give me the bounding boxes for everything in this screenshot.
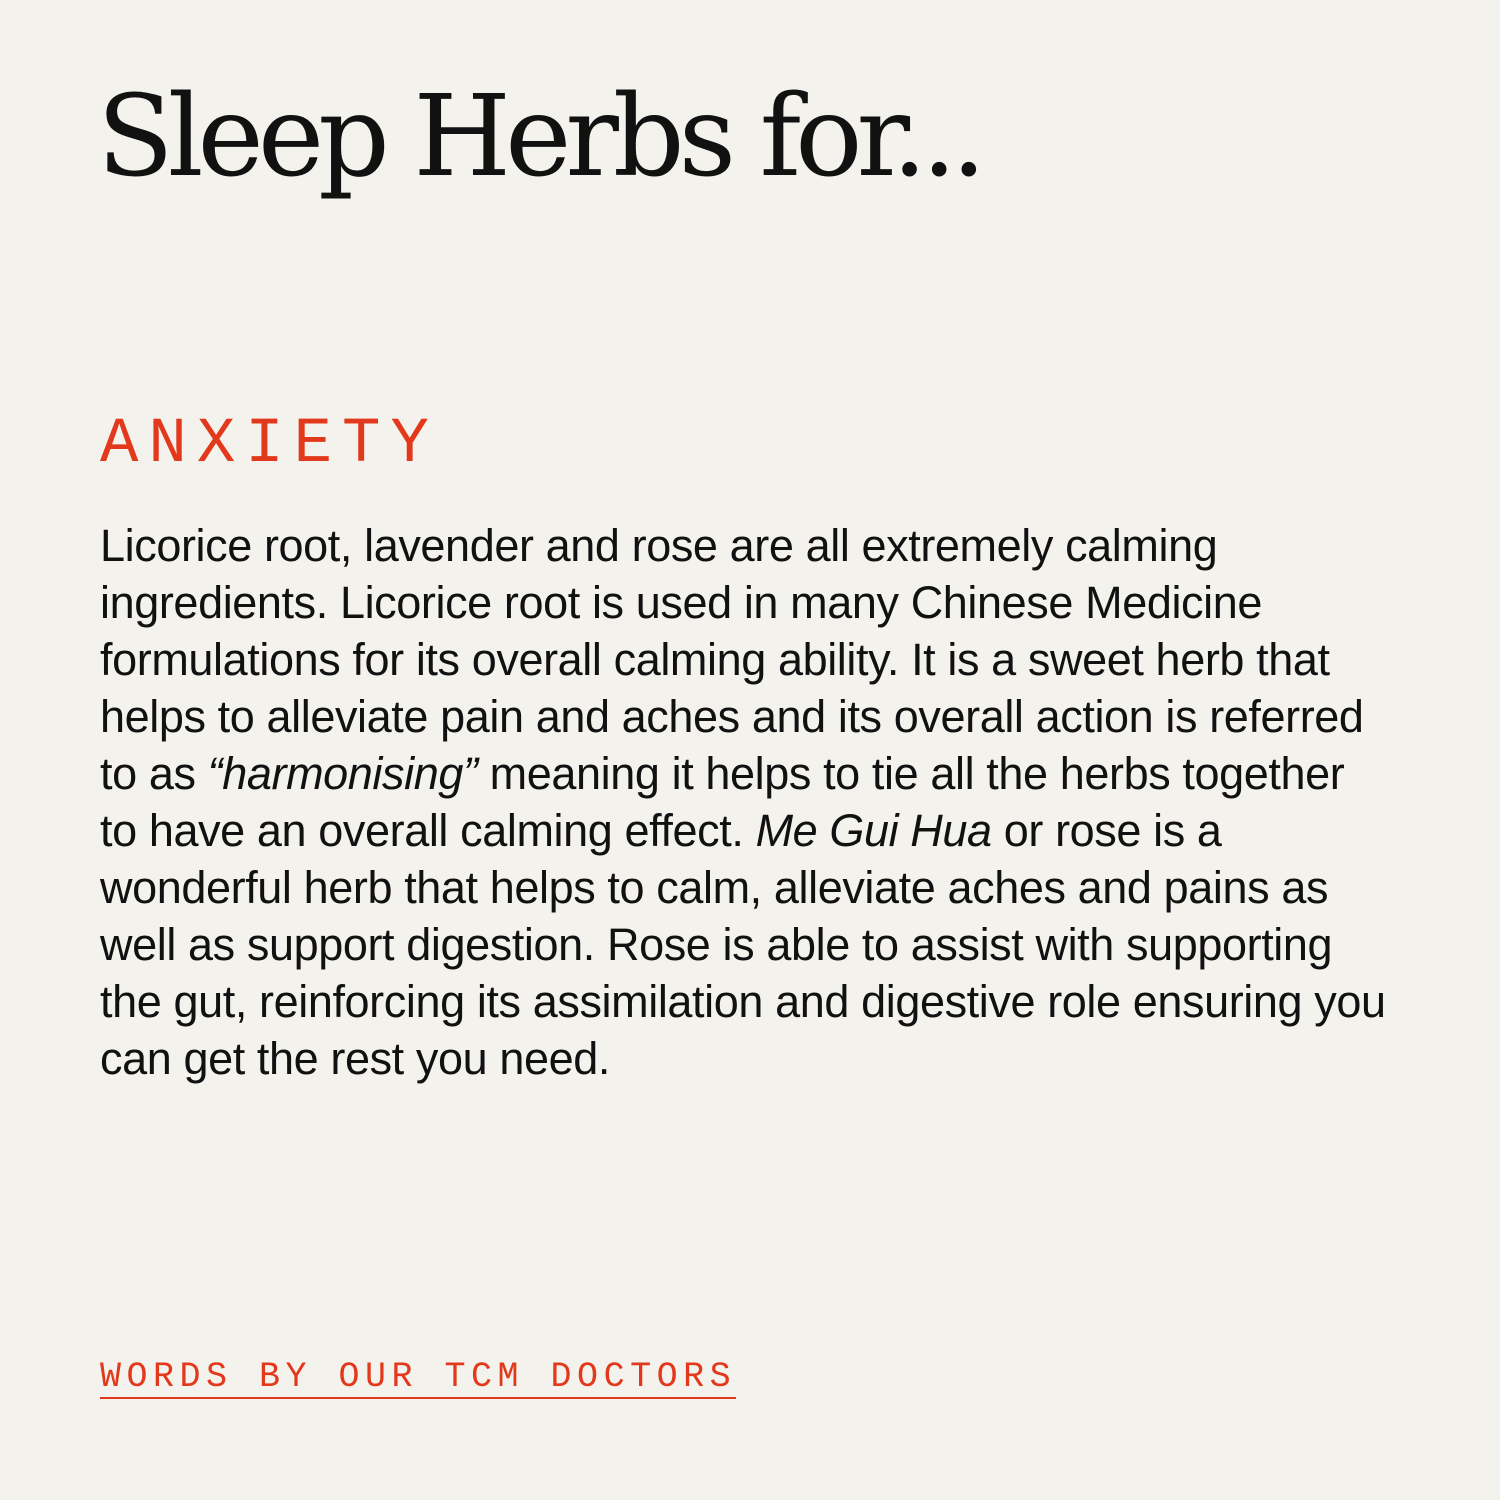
body-text-segment: or rose is a wonderful herb that helps to calm, alleviate aches and pains as well as support digestion. Rose is able to assist with supporting the gut, reinforcing its assimilation and digestive role ensuring you can get the rest you need.	[100, 805, 1386, 1084]
italic-term: “harmonising”	[207, 748, 478, 799]
page-title: Sleep Herbs for...	[97, 72, 981, 202]
body-paragraph	[100, 517, 1390, 1087]
credit-link[interactable]: WORDS BY OUR TCM DOCTORS	[100, 1357, 737, 1397]
body-text-segment: meaning it helps to tie all the herbs together to have an overall calming effect.	[100, 748, 1345, 856]
section-heading: ANXIETY	[100, 409, 439, 481]
italic-term: Me Gui Hua	[755, 805, 992, 856]
body-text-segment: Licorice root, lavender and rose are all extremely calming ingredients. Licorice root is used in many Chinese Medicine formulations for its overall calming ability. It is a sweet herb that helps to alleviate pain and aches and its overall action is referred to as	[100, 520, 1364, 799]
